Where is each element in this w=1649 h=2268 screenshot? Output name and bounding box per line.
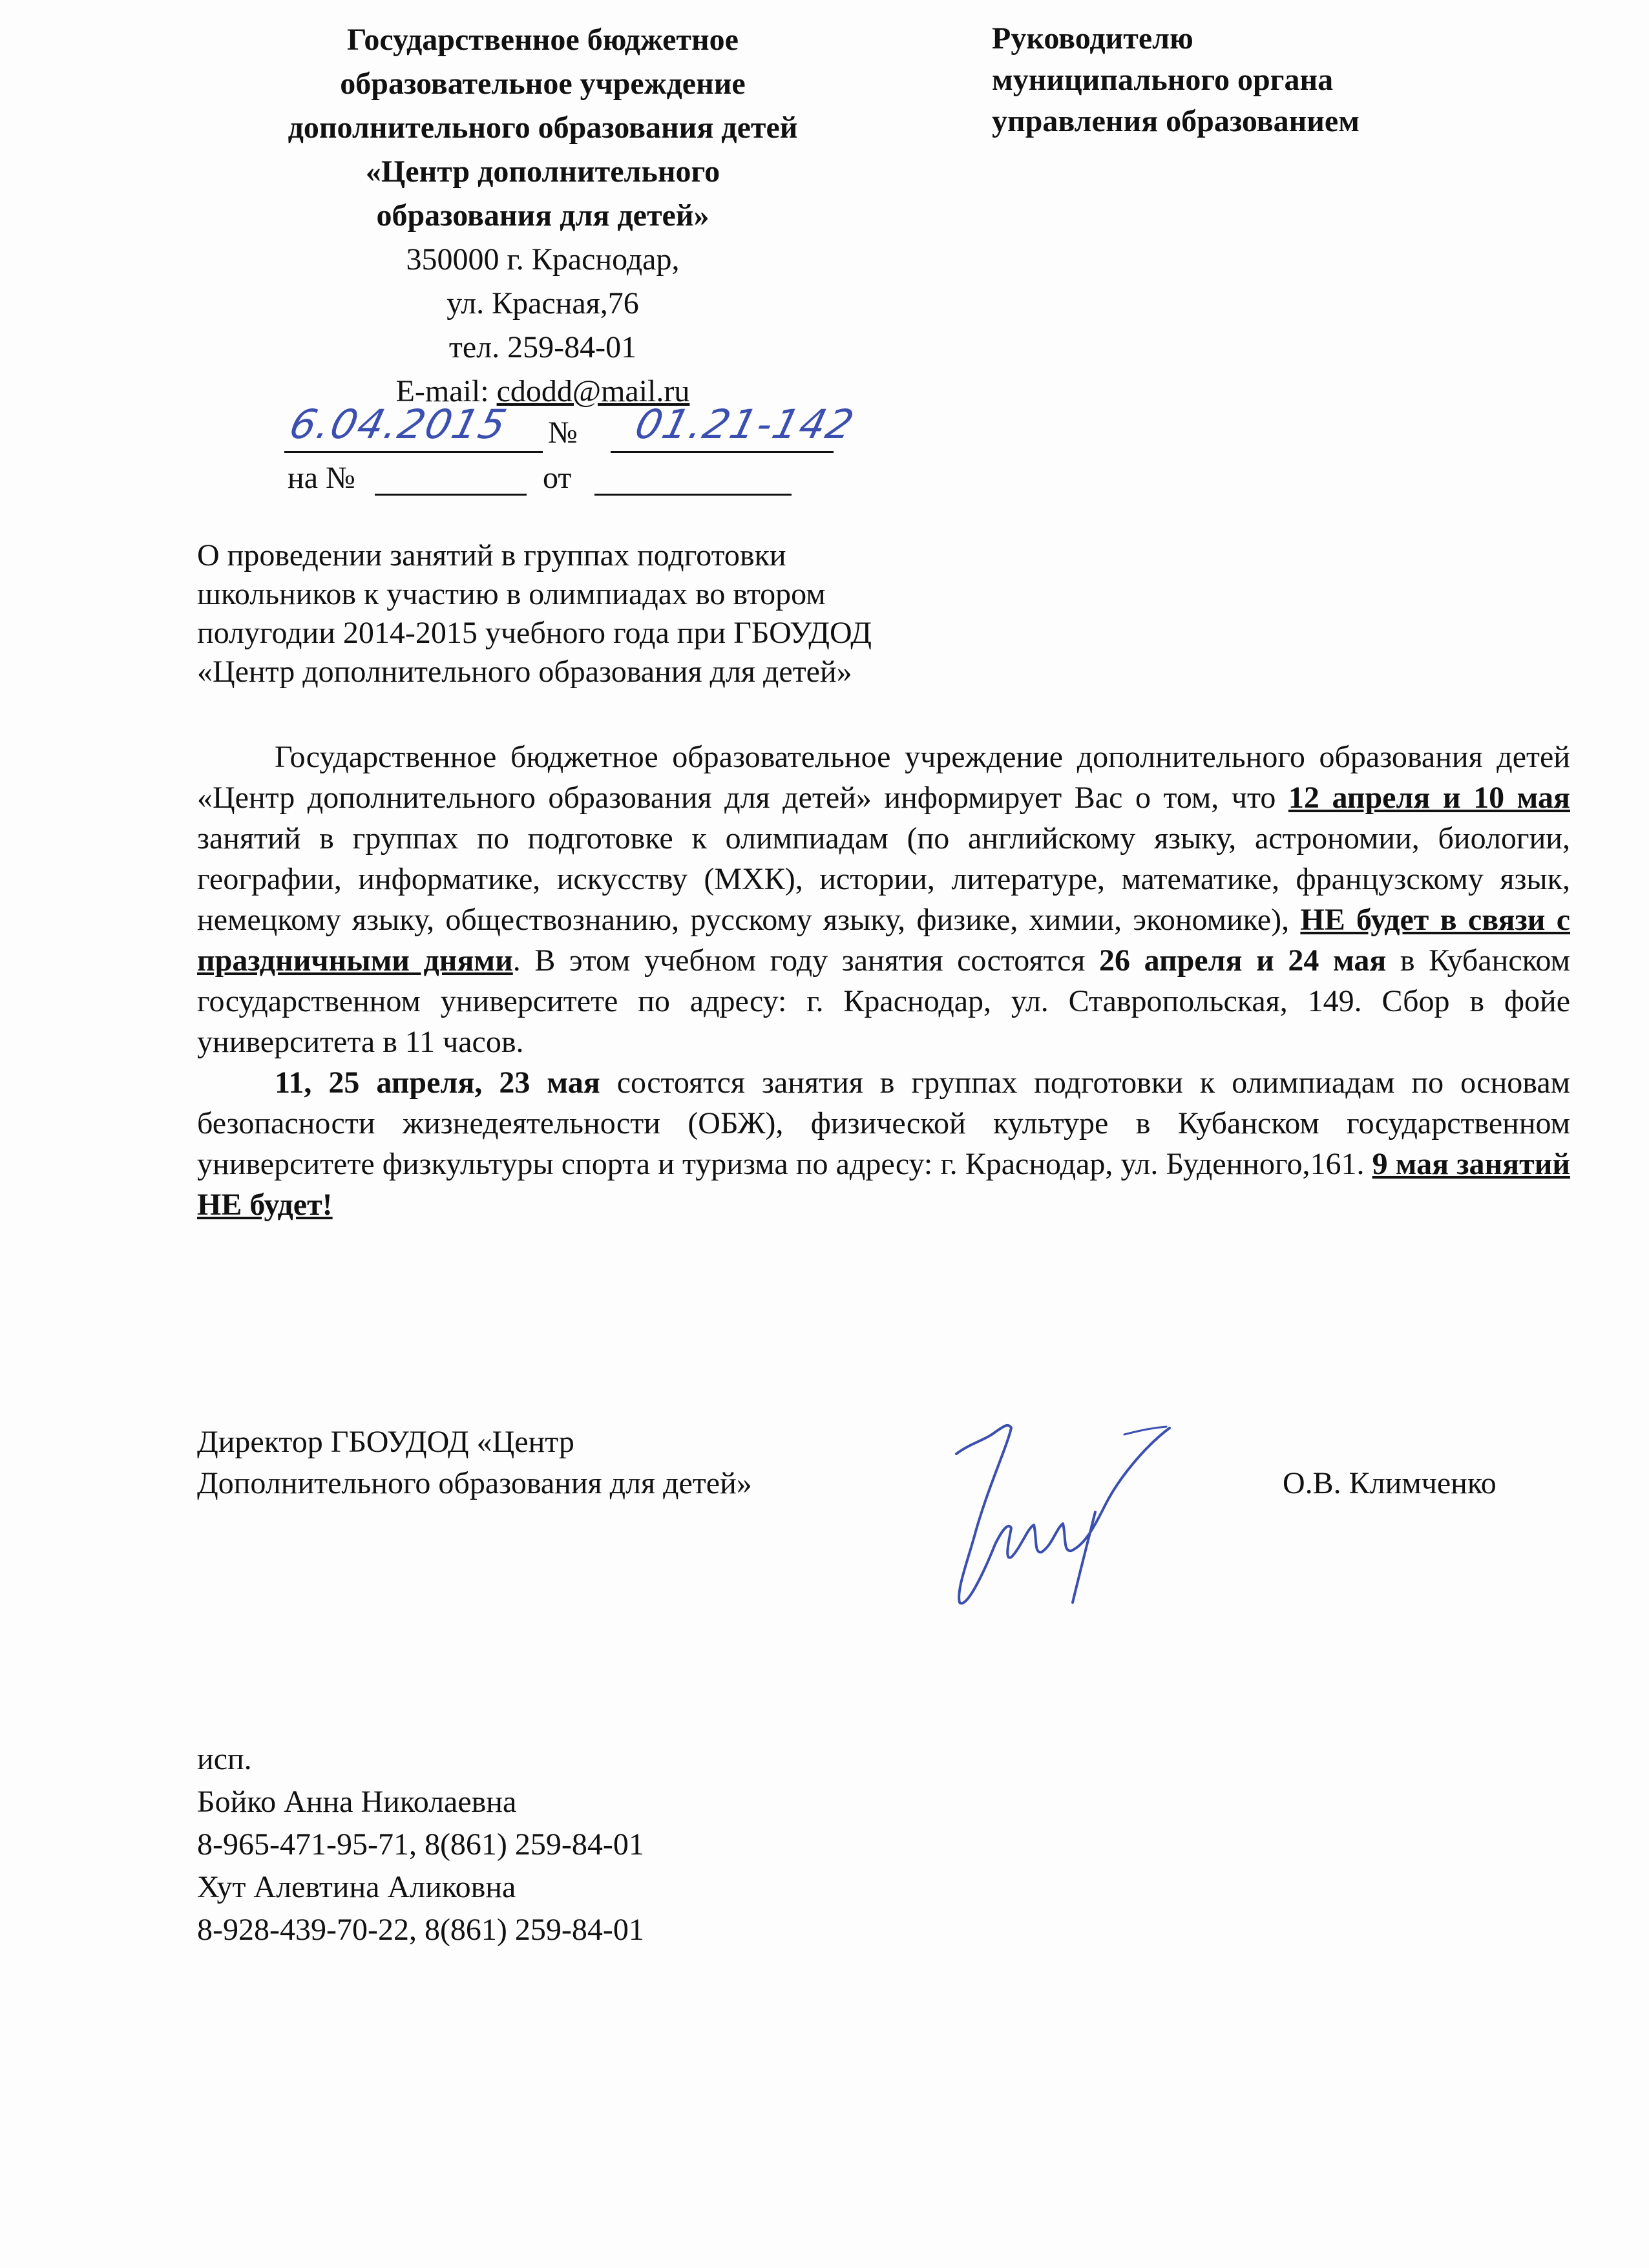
handwritten-number: 01.21-142 [630, 401, 860, 448]
subject-line-4: «Центр дополнительного образования для детей» [197, 655, 852, 689]
p2-text-b: состоятся занятия в группах подготовки к олимпиадам по основам безопасности жизнедеятельности (ОБЖ), физической культуре в Кубанском государственном университете физкультуры спорта и туризма по адресу: г. Краснодар, ул. Буденного,161. [197, 1066, 1570, 1181]
executor-2-phone: 8-928-439-70-22, 8(861) 259-84-01 [197, 1913, 644, 1947]
p1-text-g: в Кубанском государственном университете по адресу: г. Краснодар, ул. Ставропольская, 149. Сбор в фойе университета в 11 часов. [197, 943, 1570, 1059]
number-label: № [548, 415, 578, 450]
sender-phone: тел. 259-84-01 [448, 330, 637, 364]
handwritten-signature [930, 1409, 1202, 1615]
sender-address-2: ул. Красная,76 [446, 286, 639, 320]
sender-address-1: 350000 г. Краснодар, [406, 242, 680, 277]
sender-line-5: образования для детей» [376, 198, 709, 233]
sender-line-4: «Центр дополнительного [365, 154, 720, 189]
reference-label: на № [288, 461, 355, 495]
number-underline [611, 451, 834, 453]
p1-text-c: занятий в группах по подготовке к олимпиадам (по английскому языку, астрономии, биологии, географии, информатике, искусству (МХК), истории, литературе, математике, французскому язык, немецкому языку, обществознанию, русскому языку, физике, химии, экономике), [197, 821, 1570, 937]
p1-dates-held: 26 апреля и 24 мая [1098, 943, 1387, 978]
sender-line-1: Государственное бюджетное [347, 23, 739, 57]
p2-cancel-notice: 9 мая занятий НЕ будет! [197, 1147, 1571, 1222]
reference-number-underline [375, 494, 527, 496]
p1-text-a: Государственное бюджетное образовательное учреждение дополнительного образования детей «Центр дополнительного образования для детей» информирует Вас о том, что [197, 740, 1570, 815]
p2-dates-held: 11, 25 апреля, 23 мая [275, 1066, 600, 1100]
letter-body [197, 737, 1570, 1225]
p1-text-e: . В этом учебном году занятия состоятся [512, 943, 1099, 978]
p1-cancel-notice: НЕ будет в связи с праздничными днями [197, 903, 1571, 978]
signer-title [197, 1422, 752, 1504]
signer-title-line-1: Директор ГБОУДОД «Центр [197, 1425, 574, 1459]
recipient-line-3: управления образованием [992, 104, 1360, 138]
subject-block [197, 536, 1089, 691]
executors-block [197, 1738, 644, 1951]
executor-1-phone: 8-965-471-95-71, 8(861) 259-84-01 [197, 1827, 644, 1862]
body-paragraph-2 [197, 1062, 1570, 1225]
date-underline [284, 451, 543, 453]
recipient-block [992, 18, 1573, 142]
p1-dates-cancelled: 12 апреля и 10 мая [1288, 781, 1570, 815]
subject-line-2: школьников к участию в олимпиадах во втором [197, 577, 826, 611]
subject-line-3: полугодии 2014-2015 учебного года при ГБОУДОД [197, 616, 872, 650]
sender-email-link[interactable]: cdodd@mail.ru [496, 374, 690, 408]
executors-label: исп. [197, 1742, 252, 1776]
sender-line-2: образовательное учреждение [340, 67, 746, 101]
recipient-line-2: муниципального органа [992, 63, 1334, 97]
handwritten-date: 6.04.2015 [284, 401, 512, 448]
signer-name: О.В. Климченко [1283, 1466, 1497, 1500]
executor-2-name: Хут Алевтина Аликовна [197, 1870, 516, 1904]
executor-1-name: Бойко Анна Николаевна [197, 1785, 517, 1819]
recipient-line-1: Руководителю [992, 21, 1193, 56]
body-paragraph-1 [197, 737, 1570, 1062]
sender-block [213, 18, 872, 414]
reference-date-underline [594, 494, 792, 496]
subject-line-1: О проведении занятий в группах подготовки [197, 538, 786, 572]
signer-title-line-2: Дополнительного образования для детей» [197, 1466, 752, 1500]
sender-line-3: дополнительного образования детей [288, 110, 798, 145]
reference-from-label: от [543, 461, 572, 495]
sender-email-label: E-mail: [395, 374, 497, 408]
